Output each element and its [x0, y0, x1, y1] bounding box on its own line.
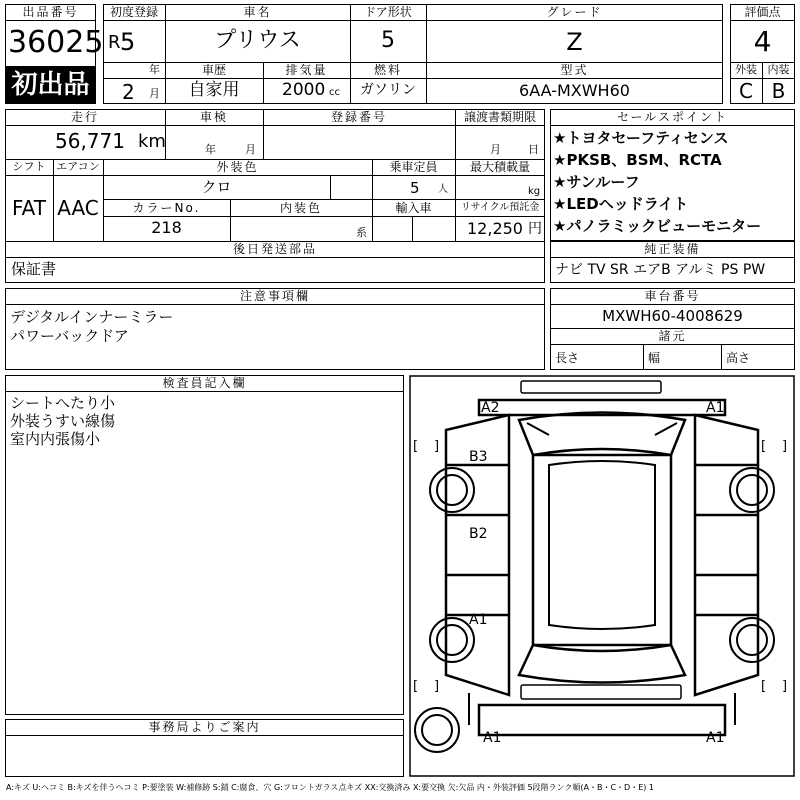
- svg-text:]: ]: [434, 679, 440, 694]
- first-reg-month: 2: [122, 80, 135, 104]
- model-code: 6AA-MXWH60: [519, 81, 630, 100]
- mark-front-right: A1: [706, 400, 725, 416]
- capacity: 5: [410, 179, 420, 197]
- displacement: 2000: [282, 80, 326, 100]
- model-label: 型式: [560, 63, 589, 77]
- damage-legend: A:キズ U:ヘコミ B:キズを伴うヘコミ P:要塗装 W:補修跡 S:錆 C:腐食、穴 G:フロントガラス点キズ XX:交換済み X:要交換 欠:欠品 内・外装評価 5段階ランク順(A・B・C・D・E) 1: [6, 783, 655, 792]
- length-label: 長さ: [555, 351, 580, 365]
- score-label: 評価点: [744, 5, 781, 19]
- transfer-deadline-label: 譲渡書類期限: [463, 110, 536, 124]
- lot-label: 出品番号: [22, 5, 79, 19]
- note-line-2: パワーバックドア: [10, 327, 129, 345]
- inspector-line-2: 外装うすい線傷: [10, 412, 116, 430]
- exterior-grade: C: [739, 79, 753, 103]
- inspection-year-unit: 年: [205, 143, 216, 156]
- car-name: プリウス: [214, 28, 301, 53]
- registration-label: 登録番号: [330, 110, 387, 124]
- mark-left-rear-door: A1: [469, 612, 488, 628]
- inspection-month-unit: 月: [245, 143, 256, 156]
- displacement-label: 排気量: [285, 63, 328, 77]
- chassis-number: MXWH60-4008629: [602, 307, 743, 325]
- later-parts-label: 後日発送部品: [232, 242, 317, 256]
- inspector-label: 検査員記入欄: [162, 376, 247, 390]
- recycle-unit: 円: [528, 221, 542, 237]
- transfer-day-unit: 日: [528, 143, 539, 156]
- first-reg-year: 5: [120, 28, 136, 56]
- sales-points-label: セールスポイント: [617, 110, 728, 124]
- score: 4: [753, 25, 772, 58]
- fuel: ガソリン: [360, 82, 416, 98]
- first-reg-month-unit: 月: [149, 87, 160, 100]
- exterior-grade-label: 外装: [735, 63, 757, 76]
- mileage-unit: km: [138, 131, 166, 152]
- max-load-label: 最大積載量: [469, 160, 530, 174]
- lot-number: 36025: [8, 25, 104, 60]
- displacement-unit: cc: [329, 87, 340, 98]
- car-name-label: 車名: [243, 5, 272, 19]
- sales-point-2: ★PKSB、BSM、RCTA: [553, 151, 722, 169]
- note-line-1: デジタルインナーミラー: [10, 308, 174, 326]
- shift: FAT: [11, 196, 46, 220]
- office-label: 事務局よりご案内: [148, 720, 261, 734]
- mark-rear-right: A1: [706, 730, 725, 746]
- first-listing-badge: 初出品: [5, 66, 96, 104]
- svg-text:[: [: [413, 439, 419, 454]
- exterior-color-label: 外装色: [216, 160, 259, 174]
- svg-text:[: [: [413, 679, 419, 694]
- svg-text:[: [: [761, 679, 767, 694]
- first-reg-era: R: [108, 32, 121, 53]
- interior-grade: B: [771, 79, 786, 103]
- aircon: AAC: [57, 196, 99, 220]
- door-label: ドア形状: [364, 5, 412, 19]
- mark-left-fender: B3: [469, 449, 488, 465]
- svg-text:]: ]: [782, 679, 788, 694]
- damage-diagram: [409, 375, 795, 777]
- door-count: 5: [381, 28, 395, 53]
- capacity-label: 乗車定員: [389, 160, 438, 174]
- later-parts: 保証書: [11, 260, 57, 278]
- transfer-month-unit: 月: [490, 143, 501, 156]
- history-label: 車歴: [201, 63, 226, 77]
- mark-rear-left: A1: [483, 730, 502, 746]
- interior-color-unit: 系: [356, 226, 367, 239]
- mileage: 56,771: [55, 129, 125, 153]
- first-reg-label: 初度登録: [109, 5, 158, 19]
- width-label: 幅: [648, 351, 661, 365]
- grade: Z: [566, 28, 583, 56]
- interior-grade-label: 内装: [767, 63, 790, 76]
- dims-label: 諸元: [658, 329, 687, 343]
- mileage-label: 走行: [70, 110, 99, 124]
- shift-label: シフト: [12, 160, 46, 173]
- equipment-label: 純正装備: [644, 242, 701, 256]
- history: 自家用: [188, 80, 240, 100]
- fuel-label: 燃料: [373, 63, 402, 77]
- recycle-fee: 12,250: [467, 219, 523, 238]
- height-label: 高さ: [726, 351, 751, 365]
- recycle-label: リサイクル預託金: [460, 202, 540, 213]
- chassis-label: 車台番号: [644, 289, 701, 303]
- sales-point-4: ★LEDヘッドライト: [553, 195, 689, 213]
- capacity-unit: 人: [438, 184, 448, 195]
- notes-label: 注意事項欄: [239, 289, 310, 303]
- svg-text:[: [: [761, 439, 767, 454]
- first-reg-year-unit: 年: [149, 63, 160, 76]
- svg-text:]: ]: [434, 439, 440, 454]
- max-load-unit: kg: [528, 186, 541, 197]
- inspection-label: 車検: [199, 110, 228, 124]
- grade-label: グレード: [546, 5, 603, 19]
- mark-front-left: A2: [481, 400, 500, 416]
- inspector-line-3: 室内内張傷小: [10, 430, 101, 448]
- equipment: ナビ TV SR エアB アルミ PS PW: [555, 262, 766, 278]
- import-label: 輸入車: [395, 201, 432, 215]
- sales-point-5: ★パノラミックビューモニター: [553, 217, 762, 235]
- interior-color-label: 内装色: [279, 201, 322, 215]
- inspector-line-1: シートへたり小: [10, 394, 116, 412]
- color-no-label: カラーNo.: [132, 201, 201, 215]
- exterior-color: クロ: [201, 178, 232, 196]
- sales-point-1: ★トヨタセーフティセンス: [553, 129, 729, 147]
- mark-left-front-door: B2: [469, 526, 488, 542]
- sales-point-3: ★サンルーフ: [553, 173, 640, 191]
- color-no: 218: [151, 218, 182, 237]
- svg-text:]: ]: [782, 439, 788, 454]
- aircon-label: エアコン: [56, 160, 100, 173]
